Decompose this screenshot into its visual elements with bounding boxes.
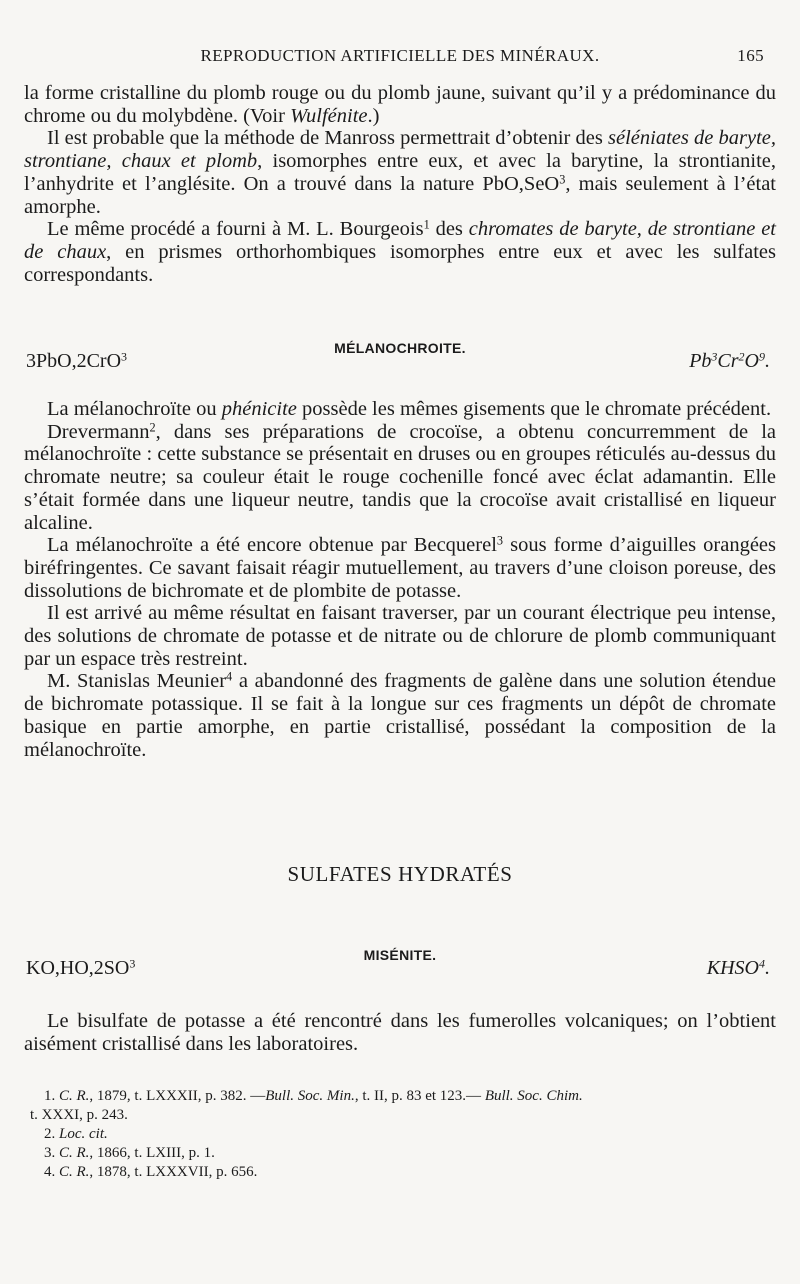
footnote-ref: 4 [226,669,233,684]
footnote-continuation: t. XXXI, p. 243. [30,1107,128,1123]
paragraph: Il est probable que la méthode de Manross permettrait d’obtenir des séléniates de baryte, strontiane, chaux et plomb, isomorphes entre eux, et avec la barytine, la strontianite, l’anhydrite et l’anglésite. On a trouvé dans la nature PbO,SeO$^3$, mais seulement à l’état amorphe. [24,127,777,218]
paragraph: Il est arrivé au même résultat en faisant traverser, par un courant électrique peu intense, des solutions de chromate de potasse et de nitrate ou de chlorure de plomb communiquant par un espace très restreint. [24,602,776,670]
footnote: 3. C. R., 1866, t. LXIII, p. 1. [44,1145,215,1161]
formula-dualistic: $KO,HO,2SO^3$ [26,956,136,979]
footnotes [30,1087,776,1182]
paragraph: Drevermann$^2$, dans ses préparations de crocoïse, a obtenu concurremment de la mélanochroïte : cette substance se présentait en druses ou en groupes réticulés au-dessus du chromate neutre; sa couleur était le rouge cochenille foncé avec éclat adamantin. Elle s’était formée dans une liqueur neutre, tandis que la crocoïse avait cristallisé en liqueur alcaline. [24,419,776,534]
mineral-heading-melanochroite: MÉLANOCHROITE. [334,340,466,356]
formula-dualistic: 3PbO,2CrO$^3$ [26,349,128,372]
running-title: REPRODUCTION ARTIFICIELLE DES MINÉRAUX. [200,46,600,65]
melanochroite-text [24,398,776,761]
mineral-heading-misenite: MISÉNITE. [363,947,437,963]
paragraph: La mélanochroïte a été encore obtenue par Becquerel$^3$ sous forme d’aiguilles orangées biréfringentes. Ce savant faisait réagir mutuellement, au travers d’une cloison poreuse, des dissolutions de bichromate et de plombite de potasse. [24,533,776,602]
footnote-ref: 1 [423,217,430,232]
running-header [24,46,776,70]
formula-row [26,350,770,374]
formula-row [26,957,770,981]
footnote-ref: 3 [496,533,504,548]
paragraph: Le même procédé a fourni à M. L. Bourgeois$^1$ des chromates de baryte, de strontiane et de chaux, en prismes orthorhombiques isomorphes entre eux et avec les sulfates correspondants. [24,217,777,286]
paragraph: M. Stanislas Meunier$^4$ a abandonné des fragments de galène dans une solution étendue de bichromate potassique. Il se fait à la longue sur ces fragments un dépôt de chromate basique en partie amorphe, en partie cristallisé, possédant la composition de la mélanochroïte. [24,669,776,761]
section-heading-sulfates: SULFATES HYDRATÉS [287,862,513,886]
page-number: 165 [737,46,764,65]
footnote: 1. C. R., 1879, t. LXXXII, p. 382. —Bull. Soc. Min., t. II, p. 83 et 123.— Bull. Soc. Chim. [44,1088,583,1104]
footnote: 4. C. R., 1878, t. LXXXVII, p. 656. [44,1164,258,1180]
footnote: 2. Loc. cit. [44,1126,108,1142]
formula-atomic: $Pb^3Cr^2O^9$. [689,349,770,372]
paragraph: Le bisulfate de potasse a été rencontré dans les fumerolles volcaniques; on l’obtient aisément cristallisé dans les laboratoires. [24,1010,776,1055]
formula-atomic: KHSO$^4$. [706,956,770,979]
paragraph: La mélanochroïte ou phénicite possède les mêmes gisements que le chromate précédent. [47,398,772,420]
intro-text [24,82,776,286]
paragraph: la forme cristalline du plomb rouge ou du plomb jaune, suivant qu’il y a prédominance du chrome ou du molybdène. (Voir Wulfénite.) [24,82,776,127]
footnote-ref: 2 [149,419,156,434]
misenite-text [24,1010,776,1055]
